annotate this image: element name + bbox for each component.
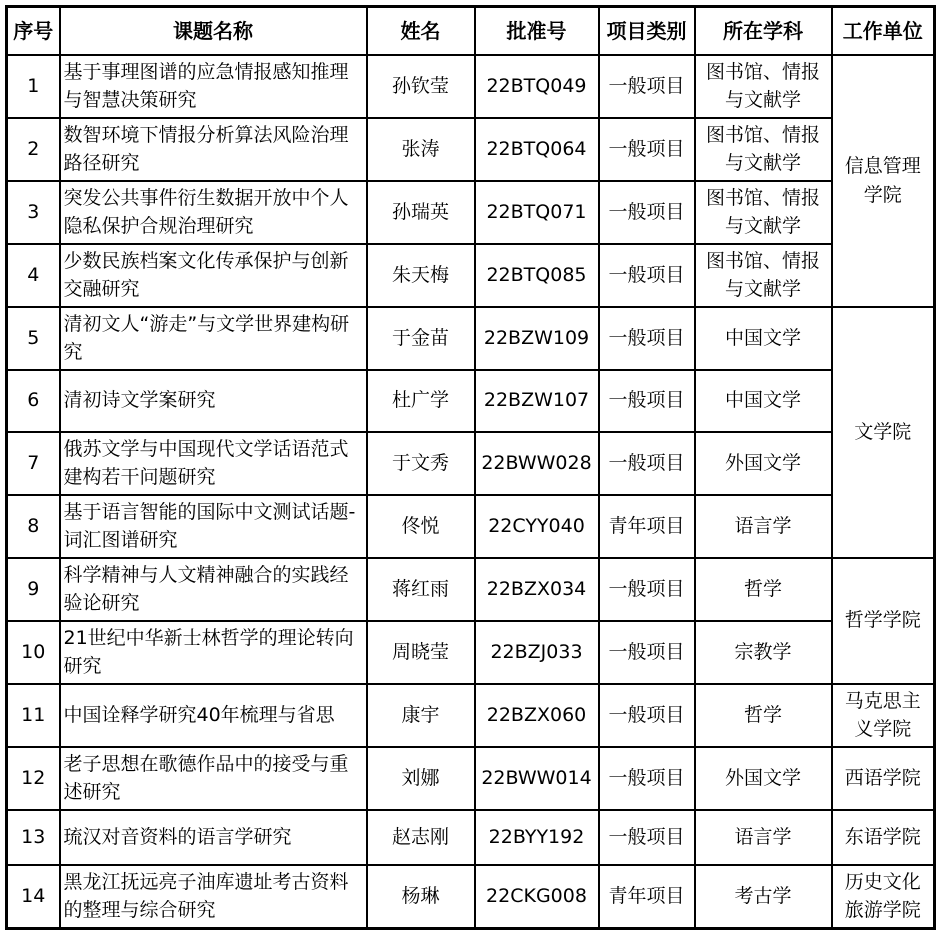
project-title: 基于事理图谱的应急情报感知推理与智慧决策研究 xyxy=(60,55,367,118)
projects-table xyxy=(5,5,936,930)
table-row xyxy=(7,558,935,621)
person-name: 朱天梅 xyxy=(367,244,475,307)
approval-number: 22BTQ085 xyxy=(475,244,599,307)
table-row xyxy=(7,244,935,307)
table-row xyxy=(7,55,935,118)
row-number: 3 xyxy=(7,181,60,244)
header-approval: 批准号 xyxy=(475,7,599,55)
discipline: 图书馆、情报与文献学 xyxy=(695,118,832,181)
project-category: 一般项目 xyxy=(599,55,695,118)
approval-number: 22BWW014 xyxy=(475,747,599,810)
row-number: 6 xyxy=(7,370,60,432)
work-unit: 文学院 xyxy=(832,307,935,558)
table-row xyxy=(7,684,935,747)
approval-number: 22BYY192 xyxy=(475,810,599,865)
discipline: 哲学 xyxy=(695,684,832,747)
project-title: 俄苏文学与中国现代文学话语范式建构若干问题研究 xyxy=(60,432,367,495)
table-row xyxy=(7,810,935,865)
person-name: 孙钦莹 xyxy=(367,55,475,118)
person-name: 杜广学 xyxy=(367,370,475,432)
row-number: 9 xyxy=(7,558,60,621)
project-category: 一般项目 xyxy=(599,432,695,495)
person-name: 孙瑞英 xyxy=(367,181,475,244)
table-row xyxy=(7,370,935,432)
header-title: 课题名称 xyxy=(60,7,367,55)
person-name: 蒋红雨 xyxy=(367,558,475,621)
person-name: 周晓莹 xyxy=(367,621,475,684)
project-category: 一般项目 xyxy=(599,370,695,432)
header-discipline: 所在学科 xyxy=(695,7,832,55)
approval-number: 22BWW028 xyxy=(475,432,599,495)
approval-number: 22BTQ049 xyxy=(475,55,599,118)
person-name: 杨琳 xyxy=(367,865,475,929)
row-number: 2 xyxy=(7,118,60,181)
work-unit: 马克思主义学院 xyxy=(832,684,935,747)
person-name: 于文秀 xyxy=(367,432,475,495)
project-category: 一般项目 xyxy=(599,558,695,621)
row-number: 13 xyxy=(7,810,60,865)
person-name: 张涛 xyxy=(367,118,475,181)
project-title: 数智环境下情报分析算法风险治理路径研究 xyxy=(60,118,367,181)
work-unit: 西语学院 xyxy=(832,747,935,810)
project-category: 一般项目 xyxy=(599,684,695,747)
work-unit: 哲学学院 xyxy=(832,558,935,684)
project-title: 老子思想在歌德作品中的接受与重述研究 xyxy=(60,747,367,810)
discipline: 考古学 xyxy=(695,865,832,929)
discipline: 语言学 xyxy=(695,810,832,865)
work-unit: 信息管理学院 xyxy=(832,55,935,307)
discipline: 外国文学 xyxy=(695,747,832,810)
approval-number: 22BZJ033 xyxy=(475,621,599,684)
approval-number: 22BTQ064 xyxy=(475,118,599,181)
project-title: 琉汉对音资料的语言学研究 xyxy=(60,810,367,865)
table-row xyxy=(7,621,935,684)
project-category: 一般项目 xyxy=(599,244,695,307)
discipline: 中国文学 xyxy=(695,370,832,432)
project-title: 清初诗文学案研究 xyxy=(60,370,367,432)
person-name: 赵志刚 xyxy=(367,810,475,865)
project-title: 少数民族档案文化传承保护与创新交融研究 xyxy=(60,244,367,307)
row-number: 7 xyxy=(7,432,60,495)
project-title: 中国诠释学研究40年梳理与省思 xyxy=(60,684,367,747)
discipline: 图书馆、情报与文献学 xyxy=(695,244,832,307)
work-unit: 历史文化旅游学院 xyxy=(832,865,935,929)
person-name: 康宇 xyxy=(367,684,475,747)
project-category: 一般项目 xyxy=(599,118,695,181)
person-name: 于金苗 xyxy=(367,307,475,370)
project-category: 青年项目 xyxy=(599,865,695,929)
table-row xyxy=(7,495,935,558)
table-row xyxy=(7,865,935,929)
approval-number: 22BZW107 xyxy=(475,370,599,432)
row-number: 14 xyxy=(7,865,60,929)
discipline: 图书馆、情报与文献学 xyxy=(695,181,832,244)
project-category: 青年项目 xyxy=(599,495,695,558)
project-title: 突发公共事件衍生数据开放中个人隐私保护合规治理研究 xyxy=(60,181,367,244)
approval-number: 22BZX060 xyxy=(475,684,599,747)
project-category: 一般项目 xyxy=(599,621,695,684)
header-category: 项目类别 xyxy=(599,7,695,55)
project-category: 一般项目 xyxy=(599,307,695,370)
work-unit: 东语学院 xyxy=(832,810,935,865)
discipline: 中国文学 xyxy=(695,307,832,370)
row-number: 5 xyxy=(7,307,60,370)
row-number: 12 xyxy=(7,747,60,810)
project-title: 清初文人“游走”与文学世界建构研究 xyxy=(60,307,367,370)
project-title: 21世纪中华新士林哲学的理论转向研究 xyxy=(60,621,367,684)
row-number: 11 xyxy=(7,684,60,747)
person-name: 佟悦 xyxy=(367,495,475,558)
approval-number: 22BZX034 xyxy=(475,558,599,621)
project-title: 基于语言智能的国际中文测试话题-词汇图谱研究 xyxy=(60,495,367,558)
table-row xyxy=(7,181,935,244)
row-number: 8 xyxy=(7,495,60,558)
approval-number: 22CKG008 xyxy=(475,865,599,929)
discipline: 宗教学 xyxy=(695,621,832,684)
row-number: 1 xyxy=(7,55,60,118)
header-no: 序号 xyxy=(7,7,60,55)
discipline: 图书馆、情报与文献学 xyxy=(695,55,832,118)
approval-number: 22CYY040 xyxy=(475,495,599,558)
approval-number: 22BTQ071 xyxy=(475,181,599,244)
project-category: 一般项目 xyxy=(599,747,695,810)
table-row xyxy=(7,432,935,495)
project-category: 一般项目 xyxy=(599,810,695,865)
row-number: 10 xyxy=(7,621,60,684)
row-number: 4 xyxy=(7,244,60,307)
project-category: 一般项目 xyxy=(599,181,695,244)
discipline: 外国文学 xyxy=(695,432,832,495)
table-row xyxy=(7,118,935,181)
person-name: 刘娜 xyxy=(367,747,475,810)
approval-number: 22BZW109 xyxy=(475,307,599,370)
header-name: 姓名 xyxy=(367,7,475,55)
project-title: 科学精神与人文精神融合的实践经验论研究 xyxy=(60,558,367,621)
discipline: 哲学 xyxy=(695,558,832,621)
project-title: 黑龙江抚远亮子油库遗址考古资料的整理与综合研究 xyxy=(60,865,367,929)
header-unit: 工作单位 xyxy=(832,7,935,55)
table-row xyxy=(7,307,935,370)
header-row xyxy=(7,7,935,55)
projects-table-container xyxy=(5,5,936,930)
discipline: 语言学 xyxy=(695,495,832,558)
table-row xyxy=(7,747,935,810)
